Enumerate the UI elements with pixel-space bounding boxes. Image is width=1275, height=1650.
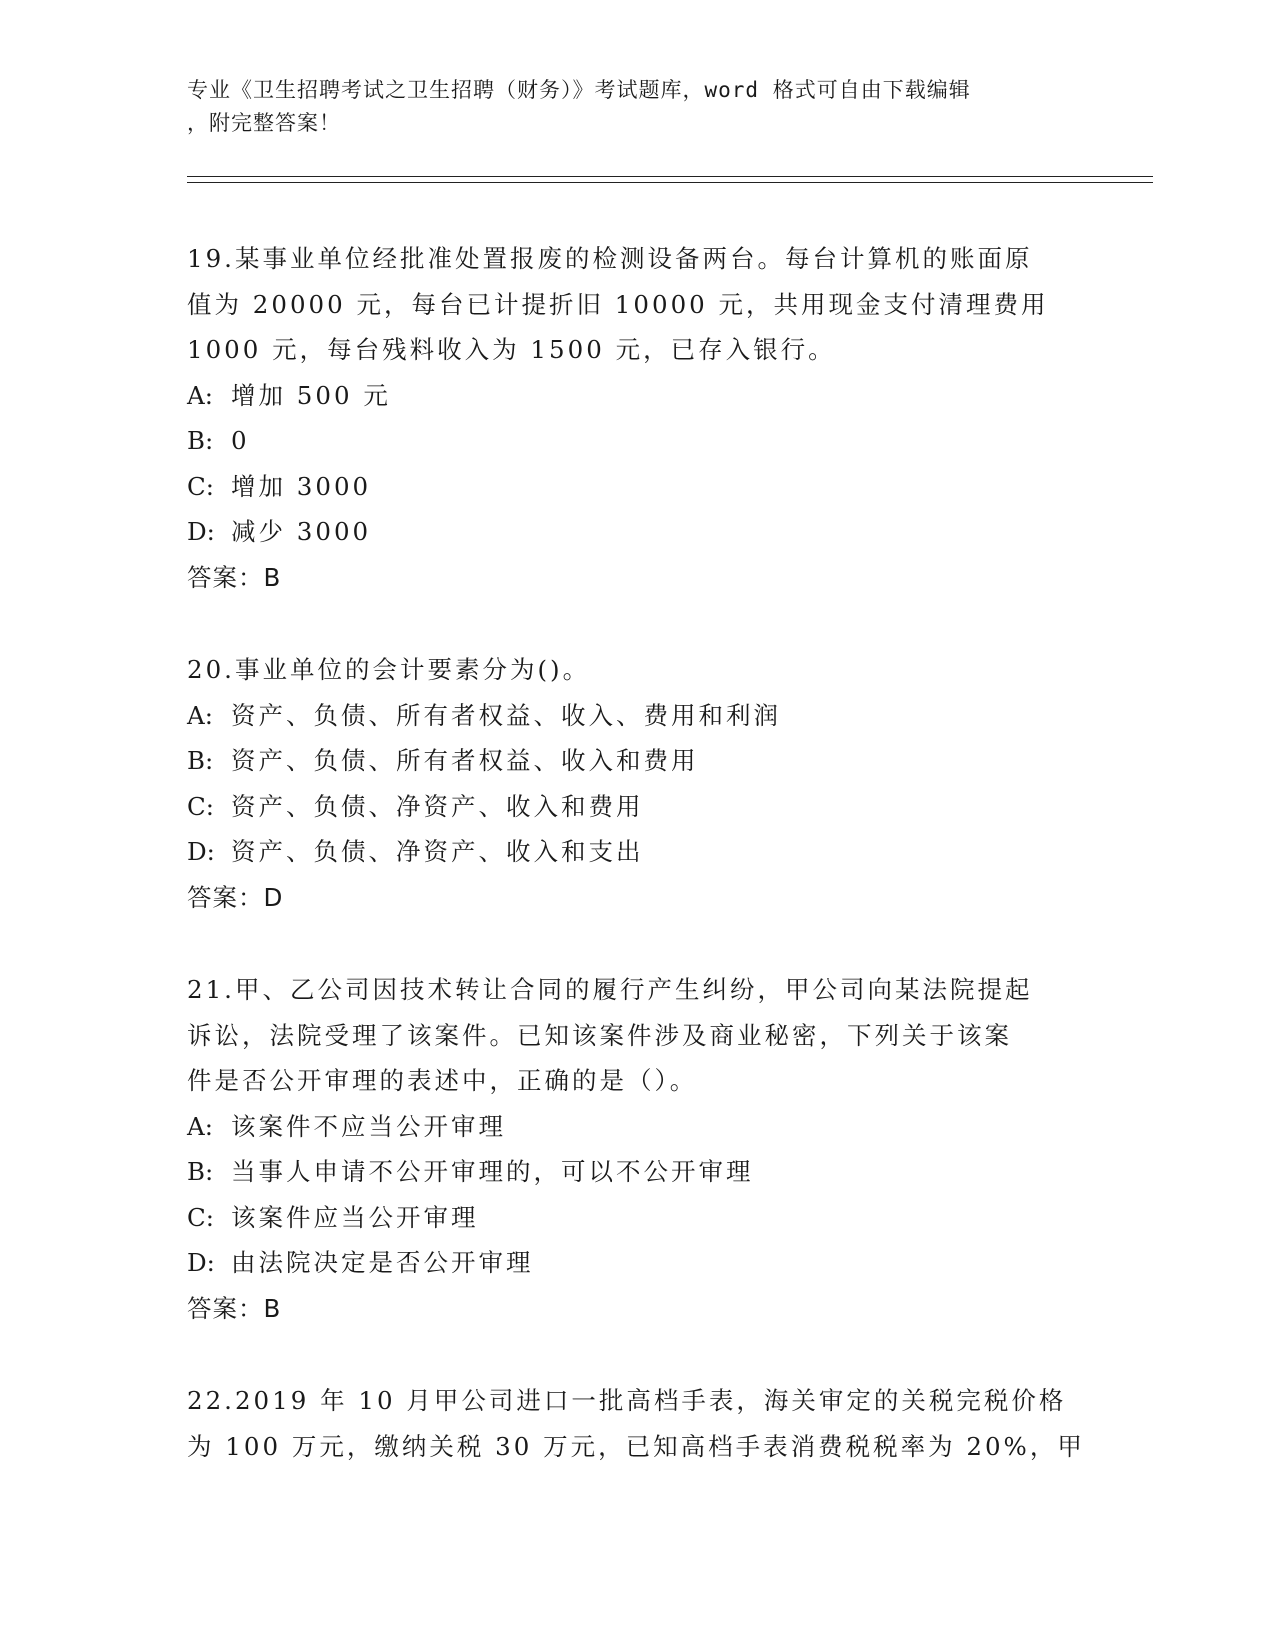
option-label: D: (187, 517, 215, 546)
question-text-line: 19.某事业单位经批准处置报废的检测设备两台。每台计算机的账面原 (187, 244, 1033, 273)
question-text-line: 22.2019 年 10 月甲公司进口一批高档手表，海关审定的关税完税价格 (187, 1386, 1067, 1415)
option-a (187, 1104, 1087, 1150)
option-b (187, 1149, 1087, 1195)
answer-line: 答案：B (187, 562, 282, 592)
option-text: 该案件应当公开审理 (231, 1202, 479, 1232)
option-c (187, 464, 1087, 510)
question-22 (187, 1378, 1087, 1469)
option-label: A: (187, 380, 213, 410)
question-list (187, 236, 1087, 1516)
option-d (187, 829, 1087, 875)
option-text: 由法院决定是否公开审理 (231, 1248, 534, 1277)
question-text-line: 20.事业单位的会计要素分为()。 (187, 655, 591, 684)
option-a (187, 693, 1087, 739)
option-text: 当事人申请不公开审理的，可以不公开审理 (231, 1157, 754, 1186)
option-text: 0 (231, 426, 250, 455)
option-c (187, 1195, 1087, 1241)
question-text-line: 件是否公开审理的表述中，正确的是（）。 (187, 1066, 698, 1095)
option-b (187, 418, 1087, 464)
answer-line: 答案：B (187, 1293, 282, 1323)
option-text: 该案件不应当公开审理 (231, 1111, 506, 1141)
option-label: A: (187, 1111, 213, 1141)
option-text: 资产、负债、净资产、收入和支出 (231, 837, 644, 866)
option-c (187, 784, 1087, 830)
question-text-line: 1000 元，每台残料收入为 1500 元，已存入银行。 (187, 335, 836, 364)
option-label: B: (187, 746, 214, 775)
document-header (187, 74, 1067, 140)
option-label: C: (187, 791, 215, 821)
header-line-2: ，附完整答案！ (187, 111, 341, 135)
question-text-line: 21.甲、乙公司因技术转让合同的履行产生纠纷，甲公司向某法院提起 (187, 975, 1033, 1004)
header-divider-top (187, 176, 1153, 177)
option-text: 资产、负债、所有者权益、收入、费用和利润 (231, 700, 781, 730)
option-d (187, 1240, 1087, 1286)
question-20 (187, 647, 1087, 920)
option-label: B: (187, 1157, 214, 1186)
option-label: D: (187, 837, 215, 866)
option-text: 增加 500 元 (231, 380, 391, 410)
option-label: D: (187, 1248, 215, 1277)
question-text-line: 诉讼，法院受理了该案件。已知该案件涉及商业秘密，下列关于该案 (187, 1020, 1012, 1050)
option-label: A: (187, 700, 213, 730)
option-text: 资产、负债、所有者权益、收入和费用 (231, 746, 699, 775)
question-21 (187, 967, 1087, 1331)
option-text: 减少 3000 (231, 517, 372, 546)
option-text: 增加 3000 (231, 471, 372, 501)
question-19 (187, 236, 1087, 600)
option-text: 资产、负债、净资产、收入和费用 (231, 791, 644, 821)
option-label: C: (187, 471, 215, 501)
header-line-1: 专业《卫生招聘考试之卫生招聘（财务）》考试题库，word 格式可自由下载编辑 (187, 78, 971, 102)
option-label: C: (187, 1202, 215, 1232)
answer-line: 答案：D (187, 882, 284, 912)
option-d (187, 509, 1087, 555)
option-b (187, 738, 1087, 784)
option-label: B: (187, 426, 214, 455)
question-text-line: 为 100 万元，缴纳关税 30 万元，已知高档手表消费税税率为 20%，甲 (187, 1431, 1085, 1461)
question-text-line: 值为 20000 元，每台已计提折旧 10000 元，共用现金支付清理费用 (187, 289, 1049, 319)
header-divider-bottom (187, 182, 1153, 183)
option-a (187, 373, 1087, 419)
